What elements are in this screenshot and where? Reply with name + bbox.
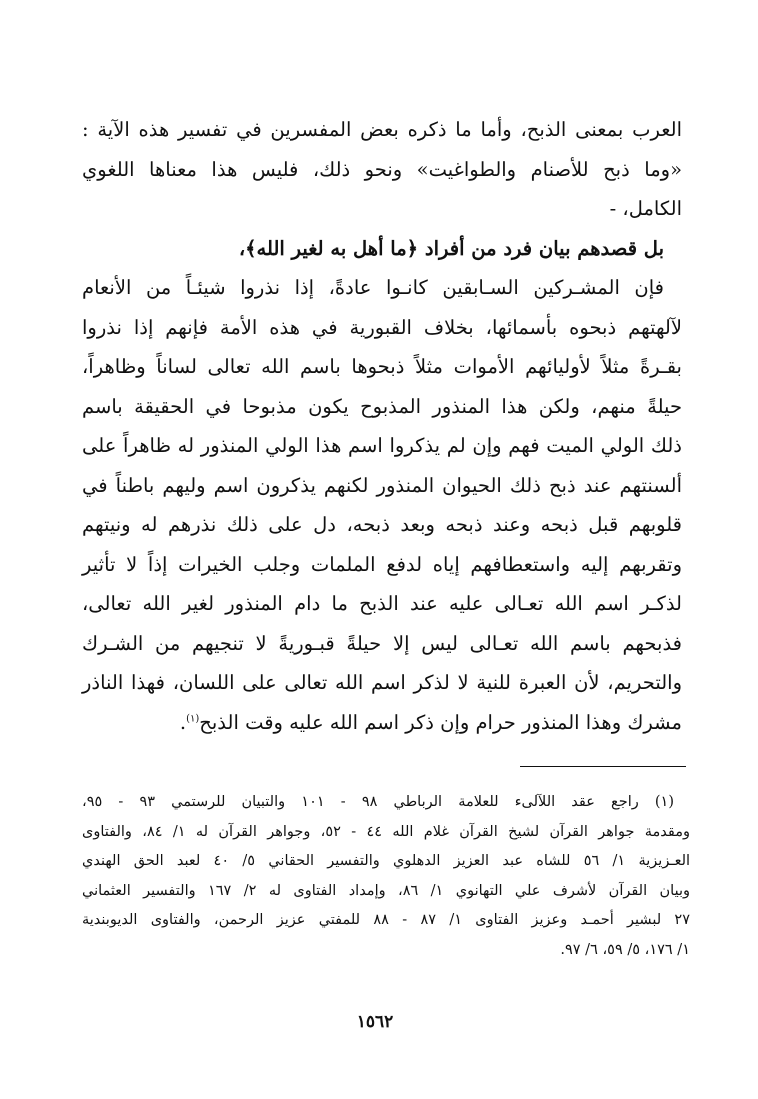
text-line: وتقربهم إليه واستعطافهم إياه لدفع الملمات وجلب الخيرات إذاً لا تأثير xyxy=(82,552,682,576)
footnote-line: ومقدمة جواهر القرآن لشيخ القرآن غلام الله ٤٤ - ٥٢، وجواهر القرآن له ١/ ٨٤، والفتاوى xyxy=(82,823,691,840)
text-line: العرب بمعنى الذبح، وأما ما ذكره بعض المفسرين في تفسير هذه الآية : xyxy=(82,118,682,141)
text-line: بل قصدهم بيان فرد من أفراد ﴿ما أهل به لغير الله﴾، xyxy=(238,236,664,260)
text-line-last: مشرك وهذا المنذور حرام وإن ذكر اسم الله عليه وقت الذبح$^{(١)}$. xyxy=(179,710,682,734)
text-line: الكامل، - xyxy=(609,197,682,220)
footnote-line: ٢٧ لبشير أحمـد وعزيز الفتاوى ١/ ٨٧ - ٨٨ للمفتي عزيز الرحمن، والفتاوى الديوبندية xyxy=(82,912,690,928)
text-line: فذبحهم باسم الله تعـالى ليس إلا حيلةً قبـوريةً لا تنجيهم من الشـرك xyxy=(82,631,682,655)
text-line: لذكـر اسم الله تعـالى عليه عند الذبح ما دام المنذور لغير الله تعالى، xyxy=(82,592,682,615)
footnote-reference[interactable]: (١) xyxy=(186,713,200,724)
text-line: «وما ذبح للأصنام والطواغيت» ونحو ذلك، فليس هذا معناها اللغوي xyxy=(82,157,682,181)
page-number: ١٥٦٢ xyxy=(356,1012,394,1032)
footnote-line: العـزيزية ١/ ٥٦ للشاه عبد العزيز الدهلوي والتفسير الحقاني ٥/ ٤٠ لعبد الحق الهندي xyxy=(82,853,691,869)
text-line: بقـرةً مثلاً لأوليائهم الأموات مثلاً ذبحوها باسم الله تعالى لساناً وظاهراً، xyxy=(82,355,682,378)
text-line: ألسنتهم عند ذبح ذلك الحيوان المنذور لكنهم يذكرون اسم وليهم باطناً في xyxy=(82,473,682,497)
footnote-line: ١/ ١٧٦، ٥/ ٥٩، ٦/ ٩٧. xyxy=(560,941,690,958)
footnote-divider xyxy=(520,766,686,767)
text-line: لآلهتهم ذبحوه بأسمائها، بخلاف القبورية في هذه الأمة فإنهم إذا نذروا xyxy=(82,315,682,339)
footnote-line: وبيان القرآن لأشرف علي التهانوي ١/ ٨٦، وإمداد الفتاوى له ٢/ ١٦٧ والتفسير العثماني xyxy=(82,882,690,899)
text-line: حيلةً منهم، ولكن هذا المنذور المذبوح يكون مذبوحا في الحقيقة باسم xyxy=(82,394,682,418)
text-line: والتحريم، لأن العبرة للنية لا لذكر اسم الله تعالى على اللسان، فهذا الناذر xyxy=(82,671,682,694)
text-line-content: مشرك وهذا المنذور حرام وإن ذكر اسم الله عليه وقت الذبح xyxy=(199,710,682,734)
text-line: ذلك الولي الميت فهم وإن لم يذكروا اسم هذا الولي المنذور له ظاهراً على xyxy=(82,434,682,457)
text-line: قلوبهم قبل ذبحه وعند ذبحه وبعد ذبحه، دل على ذلك نذرهم له ونيتهم xyxy=(82,513,682,536)
text-line: فإن المشـركين السـابقين كانـوا عادةً، إذا نذروا شيئـاً من الأنعام xyxy=(82,276,664,299)
footnotes xyxy=(82,788,690,965)
main-text xyxy=(82,110,682,742)
footnote-line: (١) راجع عقد اللآلىء للعلامة الرباطي ٩٨ - ١٠١ والتبيان للرستمي ٩٣ - ٩٥، xyxy=(82,794,674,810)
